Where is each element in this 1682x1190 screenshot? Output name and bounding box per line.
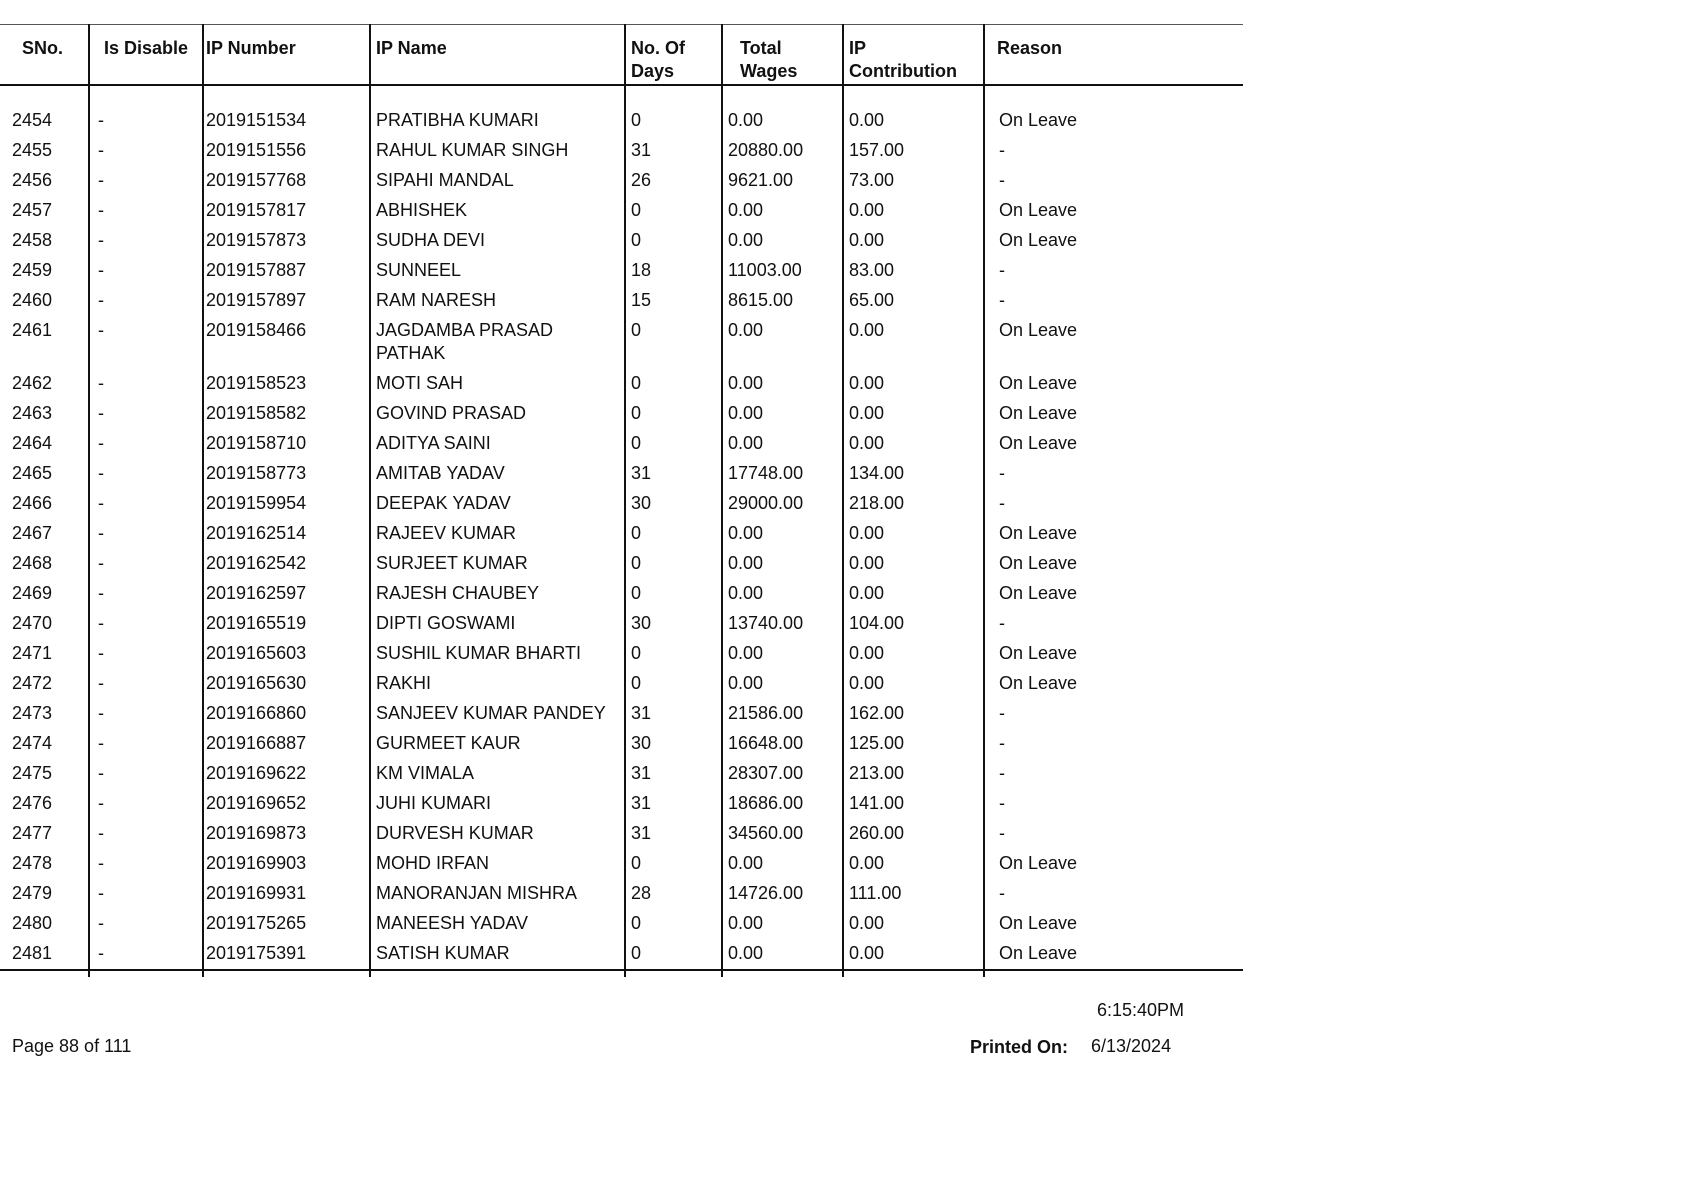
cell-reason: On Leave <box>984 316 1243 369</box>
cell-days: 18 <box>625 256 722 286</box>
cell-days: 0 <box>625 196 722 226</box>
cell-ip-contribution: 0.00 <box>843 909 984 939</box>
cell-ip-number: 2019169931 <box>203 879 370 909</box>
cell-sno: 2470 <box>12 612 53 633</box>
cell-ip-contribution: 0.00 <box>843 106 984 136</box>
table-row <box>0 399 1243 429</box>
cell-sno: 2464 <box>12 432 53 453</box>
cell-days: 30 <box>625 729 722 759</box>
cell-sno: 2481 <box>0 939 89 970</box>
cell-ip-contribution: 0.00 <box>843 399 984 429</box>
header-days-line2: Days <box>631 61 675 81</box>
cell-ip-contribution: 0.00 <box>843 226 984 256</box>
cell-is-disable: - <box>89 849 203 879</box>
cell-ip-name: GOVIND PRASAD <box>370 399 625 429</box>
cell-ip-contribution: 218.00 <box>843 489 984 519</box>
cell-ip-contribution: 157.00 <box>843 136 984 166</box>
header-contrib-line1: IP <box>849 38 867 58</box>
cell-days: 31 <box>625 789 722 819</box>
cell-ip-name: SUDHA DEVI <box>370 226 625 256</box>
table-row <box>0 579 1243 609</box>
cell-is-disable: - <box>89 579 203 609</box>
cell-sno: 2480 <box>12 912 53 933</box>
header-ip-number: IP Number <box>203 25 370 85</box>
cell-reason: On Leave <box>984 669 1243 699</box>
table-row <box>0 106 1243 136</box>
cell-total-wages: 0.00 <box>722 196 843 226</box>
cell-sno: 2471 <box>12 642 53 663</box>
cell-sno: 2458 <box>12 229 53 250</box>
cell-reason: - <box>984 136 1243 166</box>
table-row <box>0 196 1243 226</box>
table-footer-stub <box>0 970 1243 977</box>
cell-total-wages: 14726.00 <box>722 879 843 909</box>
cell-ip-name: RAM NARESH <box>370 286 625 316</box>
cell-ip-name: MOTI SAH <box>370 369 625 399</box>
cell-ip-number: 2019162542 <box>203 549 370 579</box>
cell-is-disable: - <box>89 369 203 399</box>
cell-reason: On Leave <box>984 196 1243 226</box>
cell-total-wages: 9621.00 <box>722 166 843 196</box>
cell-is-disable: - <box>89 669 203 699</box>
cell-ip-contribution: 111.00 <box>843 879 984 909</box>
table-row <box>0 939 1243 970</box>
cell-ip-contribution: 260.00 <box>843 819 984 849</box>
cell-ip-number: 2019175391 <box>203 939 370 970</box>
cell-is-disable: - <box>89 256 203 286</box>
cell-reason: - <box>984 286 1243 316</box>
cell-days: 30 <box>625 489 722 519</box>
table-row <box>0 369 1243 399</box>
cell-reason: - <box>984 459 1243 489</box>
table-row <box>0 759 1243 789</box>
cell-is-disable: - <box>89 459 203 489</box>
cell-sno: 2465 <box>12 462 53 483</box>
cell-reason: - <box>984 879 1243 909</box>
header-sno: SNo. <box>0 25 89 85</box>
cell-ip-name: RAHUL KUMAR SINGH <box>370 136 625 166</box>
cell-total-wages: 16648.00 <box>722 729 843 759</box>
cell-ip-name: MANORANJAN MISHRA <box>370 879 625 909</box>
cell-reason: On Leave <box>984 639 1243 669</box>
cell-days: 0 <box>625 429 722 459</box>
cell-sno: 2459 <box>12 259 53 280</box>
cell-days: 0 <box>625 399 722 429</box>
cell-ip-name: PRATIBHA KUMARI <box>370 106 625 136</box>
cell-ip-contribution: 104.00 <box>843 609 984 639</box>
cell-ip-number: 2019165630 <box>203 669 370 699</box>
cell-ip-name: DEEPAK YADAV <box>370 489 625 519</box>
cell-ip-name: SIPAHI MANDAL <box>370 166 625 196</box>
cell-ip-number: 2019169903 <box>203 849 370 879</box>
table-row <box>0 909 1243 939</box>
cell-days: 0 <box>625 579 722 609</box>
cell-ip-contribution: 162.00 <box>843 699 984 729</box>
cell-ip-number: 2019165603 <box>203 639 370 669</box>
cell-days: 0 <box>625 226 722 256</box>
table-row <box>0 519 1243 549</box>
cell-is-disable: - <box>89 226 203 256</box>
cell-total-wages: 0.00 <box>722 669 843 699</box>
cell-reason: On Leave <box>984 429 1243 459</box>
cell-ip-contribution: 0.00 <box>843 849 984 879</box>
cell-sno: 2479 <box>12 882 53 903</box>
cell-ip-name: DIPTI GOSWAMI <box>370 609 625 639</box>
cell-ip-name: SUSHIL KUMAR BHARTI <box>370 639 625 669</box>
cell-days: 0 <box>625 106 722 136</box>
cell-ip-number: 2019157897 <box>203 286 370 316</box>
contribution-table <box>0 24 1243 977</box>
cell-days: 0 <box>625 909 722 939</box>
cell-is-disable: - <box>89 909 203 939</box>
cell-sno: 2457 <box>12 199 53 220</box>
page-number: Page 88 of 111 <box>12 1036 132 1056</box>
cell-ip-number: 2019175265 <box>203 909 370 939</box>
cell-ip-contribution: 141.00 <box>843 789 984 819</box>
cell-ip-contribution: 83.00 <box>843 256 984 286</box>
cell-ip-contribution: 0.00 <box>843 429 984 459</box>
cell-days: 30 <box>625 609 722 639</box>
cell-sno: 2456 <box>12 169 53 190</box>
cell-sno: 2460 <box>12 289 53 310</box>
cell-days: 31 <box>625 136 722 166</box>
header-wages-line2: Wages <box>740 61 798 81</box>
cell-reason: On Leave <box>984 106 1243 136</box>
table-row <box>0 429 1243 459</box>
table-row <box>0 549 1243 579</box>
cell-sno: 2475 <box>12 762 53 783</box>
cell-ip-number: 2019158710 <box>203 429 370 459</box>
cell-ip-number: 2019169622 <box>203 759 370 789</box>
header-ip-name: IP Name <box>370 25 625 85</box>
cell-ip-number: 2019158523 <box>203 369 370 399</box>
table-row <box>0 639 1243 669</box>
cell-is-disable: - <box>89 609 203 639</box>
cell-reason: - <box>984 789 1243 819</box>
cell-ip-contribution: 0.00 <box>843 579 984 609</box>
cell-is-disable: - <box>89 939 203 970</box>
cell-reason: - <box>984 256 1243 286</box>
cell-ip-contribution: 0.00 <box>843 639 984 669</box>
cell-sno: 2462 <box>12 372 53 393</box>
table-row <box>0 459 1243 489</box>
cell-days: 31 <box>625 459 722 489</box>
cell-total-wages: 0.00 <box>722 106 843 136</box>
header-spacer-row <box>0 85 1243 106</box>
cell-ip-contribution: 0.00 <box>843 369 984 399</box>
cell-total-wages: 0.00 <box>722 316 843 369</box>
cell-ip-name: JAGDAMBA PRASAD PATHAK <box>370 316 625 369</box>
header-wages-line1: Total <box>740 38 782 58</box>
cell-ip-name: RAJESH CHAUBEY <box>370 579 625 609</box>
cell-ip-number: 2019169873 <box>203 819 370 849</box>
header-ip-contribution <box>843 25 984 85</box>
cell-total-wages: 18686.00 <box>722 789 843 819</box>
cell-total-wages: 29000.00 <box>722 489 843 519</box>
cell-reason: - <box>984 166 1243 196</box>
cell-reason: On Leave <box>984 849 1243 879</box>
table-row <box>0 226 1243 256</box>
cell-total-wages: 0.00 <box>722 579 843 609</box>
table-body <box>0 85 1243 970</box>
cell-total-wages: 28307.00 <box>722 759 843 789</box>
cell-total-wages: 0.00 <box>722 519 843 549</box>
cell-is-disable: - <box>89 106 203 136</box>
cell-is-disable: - <box>89 489 203 519</box>
cell-ip-number: 2019162514 <box>203 519 370 549</box>
header-days-line1: No. Of <box>631 38 685 58</box>
table-row <box>0 316 1243 369</box>
cell-ip-number: 2019165519 <box>203 609 370 639</box>
cell-reason: On Leave <box>984 226 1243 256</box>
printed-on-date: 6/13/2024 <box>1091 1036 1172 1056</box>
table-row <box>0 166 1243 196</box>
cell-is-disable: - <box>89 316 203 369</box>
cell-days: 28 <box>625 879 722 909</box>
cell-ip-name: KM VIMALA <box>370 759 625 789</box>
cell-sno: 2455 <box>12 139 53 160</box>
cell-ip-name: GURMEET KAUR <box>370 729 625 759</box>
cell-reason: - <box>984 759 1243 789</box>
table-row <box>0 609 1243 639</box>
cell-ip-name: SANJEEV KUMAR PANDEY <box>370 699 625 729</box>
table-row <box>0 256 1243 286</box>
cell-total-wages: 0.00 <box>722 369 843 399</box>
cell-ip-number: 2019158582 <box>203 399 370 429</box>
cell-ip-number: 2019158466 <box>203 316 370 369</box>
cell-ip-name: ADITYA SAINI <box>370 429 625 459</box>
cell-sno: 2463 <box>12 402 53 423</box>
cell-days: 15 <box>625 286 722 316</box>
cell-is-disable: - <box>89 429 203 459</box>
cell-is-disable: - <box>89 639 203 669</box>
print-time: 6:15:40PM <box>1097 1000 1185 1020</box>
cell-sno: 2466 <box>12 492 53 513</box>
table-row <box>0 729 1243 759</box>
cell-total-wages: 34560.00 <box>722 819 843 849</box>
cell-ip-number: 2019159954 <box>203 489 370 519</box>
table-row <box>0 669 1243 699</box>
cell-ip-name: JUHI KUMARI <box>370 789 625 819</box>
cell-total-wages: 17748.00 <box>722 459 843 489</box>
cell-sno: 2467 <box>12 522 53 543</box>
printed-on-label: Printed On: <box>970 1037 1068 1057</box>
table-row <box>0 489 1243 519</box>
cell-ip-number: 2019157817 <box>203 196 370 226</box>
cell-is-disable: - <box>89 819 203 849</box>
cell-days: 0 <box>625 939 722 970</box>
cell-ip-number: 2019158773 <box>203 459 370 489</box>
cell-ip-number: 2019151534 <box>203 106 370 136</box>
cell-is-disable: - <box>89 519 203 549</box>
cell-ip-number: 2019151556 <box>203 136 370 166</box>
cell-sno: 2474 <box>12 732 53 753</box>
cell-reason: On Leave <box>984 549 1243 579</box>
cell-days: 0 <box>625 369 722 399</box>
cell-days: 0 <box>625 669 722 699</box>
cell-ip-name: SURJEET KUMAR <box>370 549 625 579</box>
cell-is-disable: - <box>89 166 203 196</box>
cell-ip-contribution: 0.00 <box>843 549 984 579</box>
cell-sno: 2461 <box>12 319 53 340</box>
cell-is-disable: - <box>89 699 203 729</box>
cell-days: 0 <box>625 639 722 669</box>
cell-is-disable: - <box>89 549 203 579</box>
cell-days: 31 <box>625 759 722 789</box>
cell-ip-number: 2019157873 <box>203 226 370 256</box>
cell-reason: - <box>984 819 1243 849</box>
cell-total-wages: 0.00 <box>722 226 843 256</box>
cell-total-wages: 13740.00 <box>722 609 843 639</box>
cell-ip-name: RAKHI <box>370 669 625 699</box>
cell-total-wages: 0.00 <box>722 399 843 429</box>
cell-total-wages: 20880.00 <box>722 136 843 166</box>
cell-ip-number: 2019169652 <box>203 789 370 819</box>
cell-ip-name: SUNNEEL <box>370 256 625 286</box>
cell-ip-contribution: 0.00 <box>843 939 984 970</box>
cell-ip-contribution: 0.00 <box>843 196 984 226</box>
header-total-wages <box>722 25 843 85</box>
cell-reason: On Leave <box>984 939 1243 970</box>
cell-is-disable: - <box>89 879 203 909</box>
cell-reason: On Leave <box>984 399 1243 429</box>
cell-sno: 2476 <box>12 792 53 813</box>
cell-days: 0 <box>625 519 722 549</box>
cell-reason: On Leave <box>984 909 1243 939</box>
cell-ip-contribution: 134.00 <box>843 459 984 489</box>
cell-reason: On Leave <box>984 579 1243 609</box>
table-row <box>0 136 1243 166</box>
cell-sno: 2468 <box>12 552 53 573</box>
table-row <box>0 789 1243 819</box>
cell-reason: On Leave <box>984 369 1243 399</box>
cell-sno: 2473 <box>12 702 53 723</box>
header-is-disable: Is Disable <box>89 25 203 85</box>
cell-total-wages: 0.00 <box>722 939 843 970</box>
cell-total-wages: 0.00 <box>722 639 843 669</box>
header-contrib-line2: Contribution <box>849 61 957 81</box>
cell-ip-contribution: 0.00 <box>843 519 984 549</box>
cell-ip-contribution: 125.00 <box>843 729 984 759</box>
cell-is-disable: - <box>89 789 203 819</box>
cell-sno: 2472 <box>12 672 53 693</box>
cell-days: 31 <box>625 699 722 729</box>
cell-days: 31 <box>625 819 722 849</box>
cell-total-wages: 21586.00 <box>722 699 843 729</box>
cell-reason: - <box>984 609 1243 639</box>
cell-ip-name: SATISH KUMAR <box>370 939 625 970</box>
cell-total-wages: 0.00 <box>722 549 843 579</box>
cell-total-wages: 11003.00 <box>722 256 843 286</box>
cell-days: 0 <box>625 549 722 579</box>
cell-ip-number: 2019166887 <box>203 729 370 759</box>
cell-is-disable: - <box>89 136 203 166</box>
cell-sno: 2477 <box>12 822 53 843</box>
cell-sno: 2469 <box>12 582 53 603</box>
cell-sno: 2454 <box>12 109 53 130</box>
cell-days: 26 <box>625 166 722 196</box>
cell-ip-number: 2019157887 <box>203 256 370 286</box>
cell-days: 0 <box>625 316 722 369</box>
cell-reason: - <box>984 729 1243 759</box>
header-reason: Reason <box>984 25 1243 85</box>
table-row <box>0 286 1243 316</box>
cell-ip-name: AMITAB YADAV <box>370 459 625 489</box>
cell-is-disable: - <box>89 729 203 759</box>
table-row <box>0 699 1243 729</box>
cell-ip-name: ABHISHEK <box>370 196 625 226</box>
cell-ip-number: 2019157768 <box>203 166 370 196</box>
cell-ip-number: 2019162597 <box>203 579 370 609</box>
cell-ip-contribution: 0.00 <box>843 316 984 369</box>
cell-days: 0 <box>625 849 722 879</box>
cell-is-disable: - <box>89 196 203 226</box>
cell-ip-number: 2019166860 <box>203 699 370 729</box>
cell-ip-name: MANEESH YADAV <box>370 909 625 939</box>
cell-is-disable: - <box>89 399 203 429</box>
cell-ip-contribution: 213.00 <box>843 759 984 789</box>
cell-sno: 2478 <box>12 852 53 873</box>
cell-is-disable: - <box>89 759 203 789</box>
cell-total-wages: 8615.00 <box>722 286 843 316</box>
table-row <box>0 879 1243 909</box>
cell-total-wages: 0.00 <box>722 429 843 459</box>
cell-reason: - <box>984 699 1243 729</box>
cell-ip-contribution: 73.00 <box>843 166 984 196</box>
table-row <box>0 849 1243 879</box>
cell-total-wages: 0.00 <box>722 909 843 939</box>
cell-ip-name: DURVESH KUMAR <box>370 819 625 849</box>
header-no-of-days <box>625 25 722 85</box>
cell-ip-contribution: 0.00 <box>843 669 984 699</box>
table-header <box>0 25 1243 85</box>
cell-total-wages: 0.00 <box>722 849 843 879</box>
cell-ip-name: RAJEEV KUMAR <box>370 519 625 549</box>
cell-ip-contribution: 65.00 <box>843 286 984 316</box>
cell-is-disable: - <box>89 286 203 316</box>
cell-reason: - <box>984 489 1243 519</box>
cell-ip-name: MOHD IRFAN <box>370 849 625 879</box>
cell-reason: On Leave <box>984 519 1243 549</box>
table-row <box>0 819 1243 849</box>
